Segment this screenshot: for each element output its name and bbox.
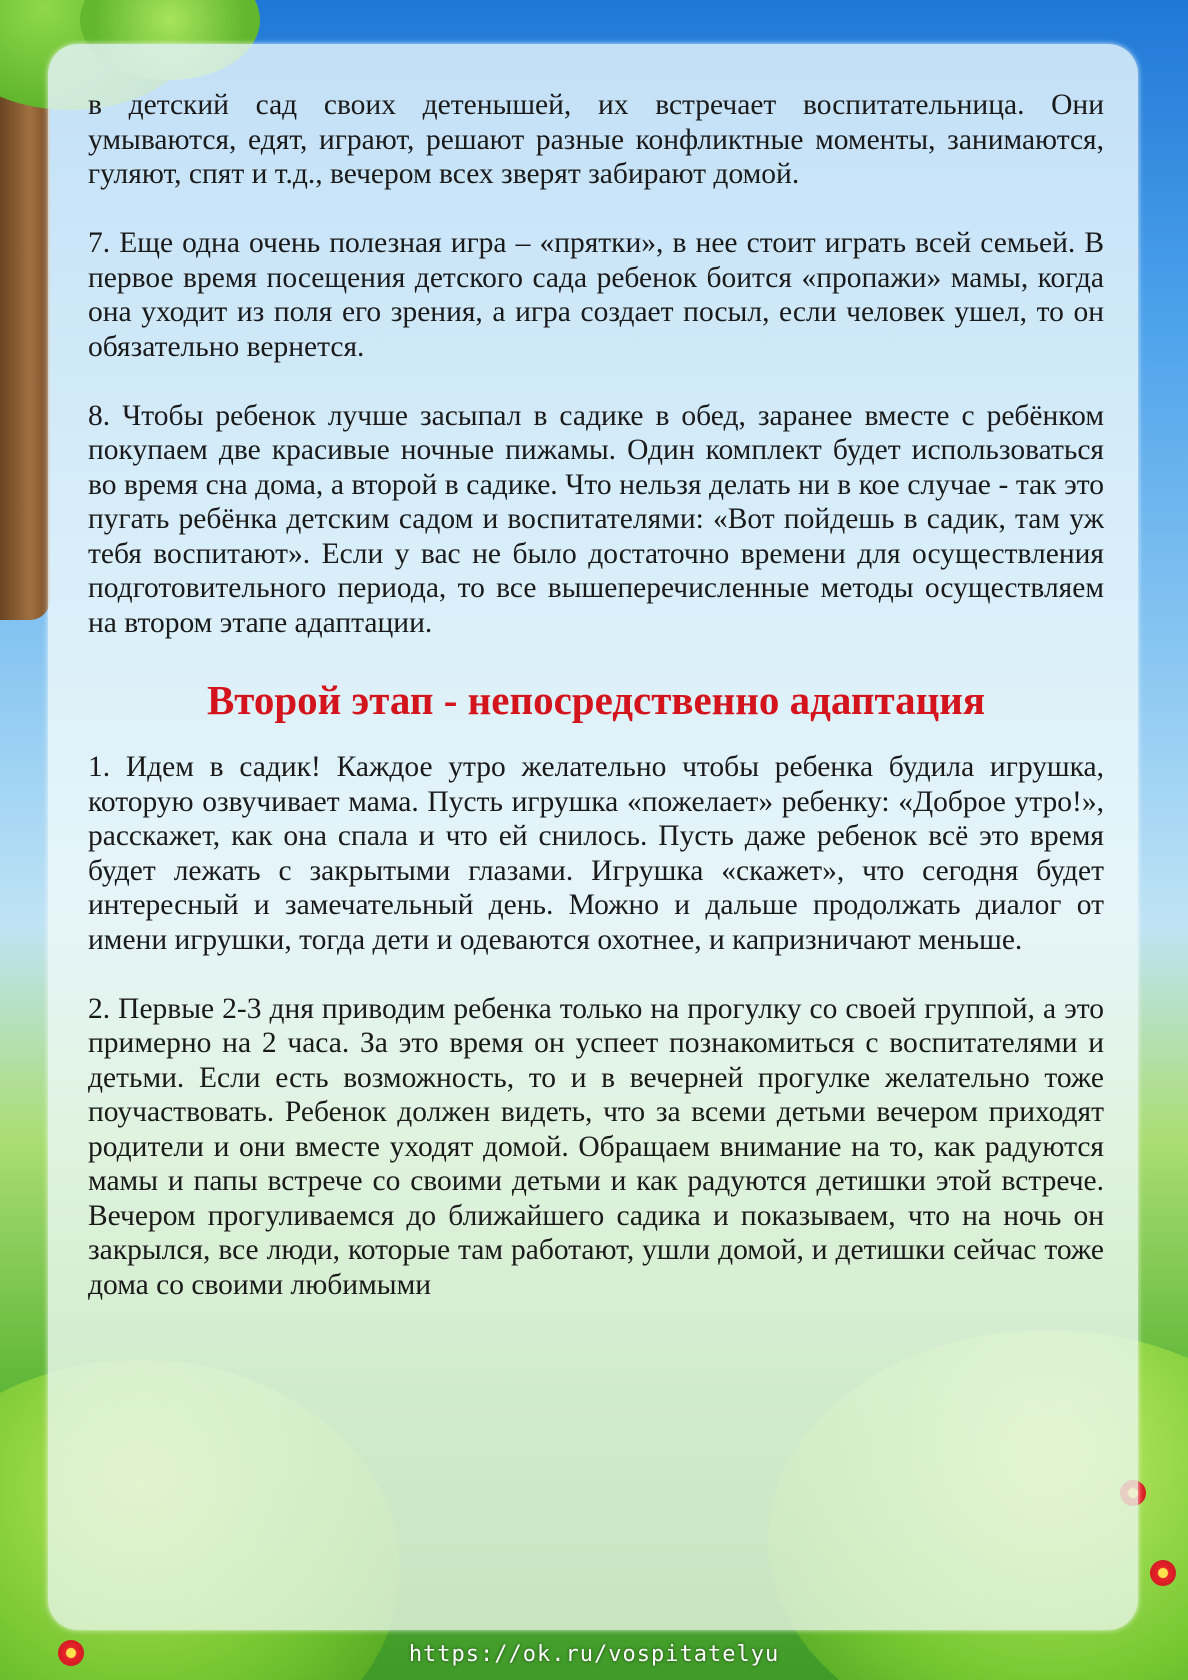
paragraph: в детский сад своих детенышей, их встречает воспитательница. Они умываются, едят, играют, решают разные конфликтные моменты, занимаются, гуляют, спят и т.д., вечером всех зверят забирают домой.: [88, 89, 1104, 190]
section-heading: Второй этап - непосредственно адаптация: [206, 677, 986, 723]
flower-icon: [1150, 1560, 1176, 1586]
article-body: [88, 88, 1104, 1302]
paragraph: 2. Первые 2-3 дня приводим ребенка только на прогулку со своей группой, а это примерно на 2 часа. За это время он успеет познакомиться с воспитателями и детьми. Если есть возможность, то и в вечерней прогулке желательно тоже поучаствовать. Ребенок должен видеть, что за всеми детьми вечером приходят родители и они вместе уходят домой. Обращаем внимание на то, как радуются мамы и папы встрече со своими детьми и как радуются детишки этой встрече. Вечером прогуливаемся до ближайшего садика и показываем, что на ночь он закрылся, все люди, которые там работают, ушли домой, и детишки сейчас тоже дома со своими любимыми: [88, 992, 1104, 1301]
paragraph: 7. Еще одна очень полезная игра – «прятки», в нее стоит играть всей семьей. В первое время посещения детского сада ребенок боится «пропажи» мамы, когда она уходит из поля его зрения, а игра создает посыл, если человек ушел, то он обязательно вернется.: [88, 227, 1104, 363]
watermark-url: https://ok.ru/vospitatelyu: [408, 1642, 780, 1667]
paragraph: 8. Чтобы ребенок лучше засыпал в садике в обед, заранее вместе с ребёнком покупаем две красивые ночные пижамы. Один комплект будет использоваться во время сна дома, а второй в садике. Что нельзя делать ни в кое случае - так это пугать ребёнка детским садом и воспитателями: «Вот пойдешь в садик, там уж тебя воспитают». Если у вас не было достаточно времени для осуществления подготовительного периода, то все вышеперечисленные методы осуществляем на втором этапе адаптации.: [88, 399, 1104, 639]
tree-trunk-decoration: [0, 60, 50, 620]
paragraph: 1. Идем в садик! Каждое утро желательно чтобы ребенка будила игрушка, которую озвучивает мама. Пусть игрушка «пожелает» ребенку: «Доброе утро!», расскажет, как она спала и что ей снилось. Пусть даже ребенок всё это время будет лежать с закрытыми глазами. Игрушка «скажет», что сегодня будет интересный и замечательный день. Можно и дальше продолжать диалог от имени игрушки, тогда дети и одеваются охотнее, и капризничают меньше.: [88, 751, 1104, 956]
